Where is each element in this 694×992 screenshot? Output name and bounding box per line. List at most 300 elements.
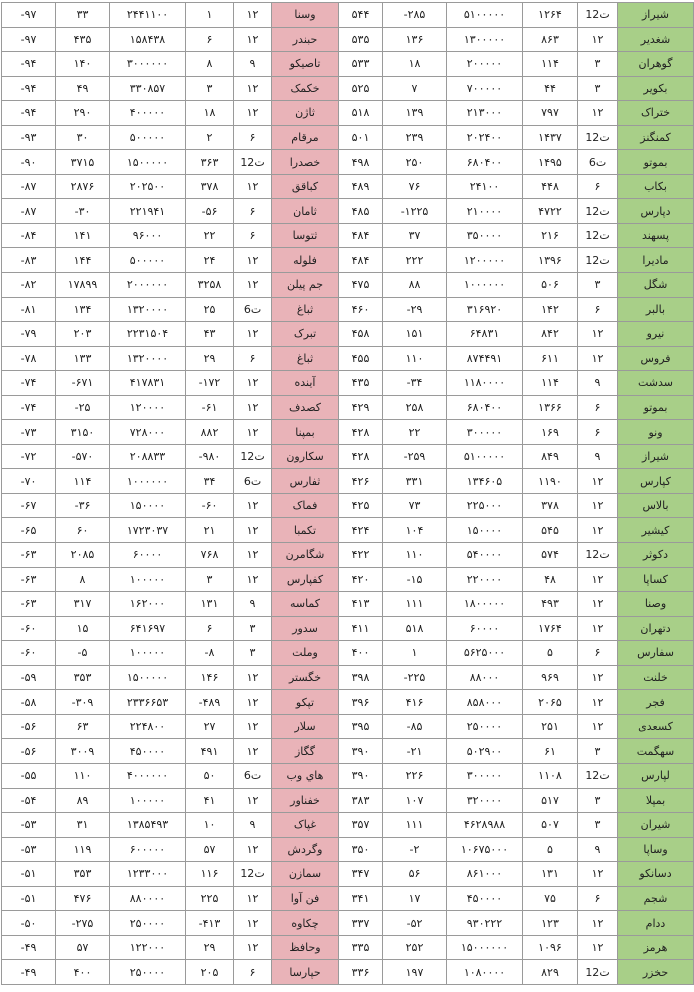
volume-cell: ۱۵۰۰۰۰۰ [110, 665, 186, 690]
table-row [2, 469, 694, 494]
table-row [2, 371, 694, 396]
change-cell: ۲۰۵ [186, 960, 234, 985]
period-code-cell: ۱۲ [578, 911, 618, 936]
symbol-cell: لپارس [618, 763, 694, 788]
period-cell: ۶ [234, 125, 272, 150]
volume-cell: ۴۰۰۰۰۰ [110, 101, 186, 126]
symbol-cell: ددام [618, 911, 694, 936]
diff-cell: ۳۷ [383, 223, 447, 248]
amount-cell: ۹۳۰۲۲۲ [447, 911, 523, 936]
price-cell: ۱۱۹۰ [523, 469, 578, 494]
period-code-cell: 12ت [578, 199, 618, 224]
table-row [2, 763, 694, 788]
delta-cell: -۵۸ [2, 690, 56, 715]
code-cell: ۴۸۹ [339, 174, 383, 199]
period-code-cell: ۹ [578, 371, 618, 396]
delta-cell: -۸۷ [2, 199, 56, 224]
value-cell: -۶۷۱ [56, 371, 110, 396]
amount-cell: ۲۰۲۴۰۰ [447, 125, 523, 150]
value-cell: -۳۰ [56, 199, 110, 224]
code-cell: ۳۹۸ [339, 665, 383, 690]
period-code-cell: ۳ [578, 273, 618, 298]
period-code-cell: ۱۲ [578, 322, 618, 347]
diff-cell: ۷۳ [383, 493, 447, 518]
change-cell: ۱۳۱ [186, 592, 234, 617]
change-cell: ۲۹ [186, 935, 234, 960]
price-cell: ۴۷۲۲ [523, 199, 578, 224]
symbol-name-cell: گگاز [272, 739, 339, 764]
symbol-cell: گوهران [618, 52, 694, 77]
period-cell: 6ت [234, 297, 272, 322]
symbol-cell: بالاس [618, 493, 694, 518]
period-cell: ۳ [234, 641, 272, 666]
symbol-cell: بالبر [618, 297, 694, 322]
symbol-name-cell: تکمبا [272, 518, 339, 543]
symbol-name-cell: خفناور [272, 788, 339, 813]
symbol-cell: فجر [618, 690, 694, 715]
delta-cell: -۵۰ [2, 911, 56, 936]
period-cell: ۶ [234, 346, 272, 371]
period-cell: ۶ [234, 223, 272, 248]
symbol-name-cell: وگردش [272, 837, 339, 862]
volume-cell: ۴۵۰۰۰۰ [110, 739, 186, 764]
volume-cell: ۱۳۸۵۴۹۳ [110, 813, 186, 838]
symbol-name-cell: فلوله [272, 248, 339, 273]
symbol-cell: خلنت [618, 665, 694, 690]
value-cell: ۳۱۵۰ [56, 420, 110, 445]
amount-cell: ۲۵۰۰۰۰ [447, 714, 523, 739]
volume-cell: ۲۳۳۶۶۵۳ [110, 690, 186, 715]
code-cell: ۴۱۱ [339, 616, 383, 641]
volume-cell: ۶۰۰۰۰۰ [110, 837, 186, 862]
delta-cell: -۶۳ [2, 592, 56, 617]
period-code-cell: 12ت [578, 248, 618, 273]
diff-cell: ۱۳۶ [383, 27, 447, 52]
value-cell: -۳۰۹ [56, 690, 110, 715]
symbol-cell: بکاب [618, 174, 694, 199]
symbol-cell: نیرو [618, 322, 694, 347]
amount-cell: ۳۱۶۹۲۰ [447, 297, 523, 322]
period-cell: ۱۲ [234, 27, 272, 52]
symbol-name-cell: آینده [272, 371, 339, 396]
period-cell: ۱۲ [234, 739, 272, 764]
period-cell: ۱۲ [234, 76, 272, 101]
diff-cell: ۱۵۱ [383, 322, 447, 347]
price-cell: ۵۷۴ [523, 543, 578, 568]
code-cell: ۳۳۶ [339, 960, 383, 985]
volume-cell: ۲۰۰۰۰۰۰ [110, 273, 186, 298]
volume-cell: ۱۵۰۰۰۰۰ [110, 150, 186, 175]
code-cell: ۴۲۶ [339, 469, 383, 494]
amount-cell: ۲۲۵۰۰۰ [447, 493, 523, 518]
change-cell: ۷۶۸ [186, 543, 234, 568]
change-cell: -۴۱۳ [186, 911, 234, 936]
table-row [2, 273, 694, 298]
symbol-name-cell: کماسه [272, 592, 339, 617]
amount-cell: ۳۲۰۰۰۰ [447, 788, 523, 813]
change-cell: ۳۲۵۸ [186, 273, 234, 298]
code-cell: ۵۱۸ [339, 101, 383, 126]
delta-cell: -۹۳ [2, 125, 56, 150]
price-cell: ۵ [523, 641, 578, 666]
period-code-cell: ۶ [578, 297, 618, 322]
code-cell: ۴۱۳ [339, 592, 383, 617]
table-row [2, 248, 694, 273]
period-cell: ۱۲ [234, 3, 272, 28]
amount-cell: ۴۵۰۰۰۰ [447, 886, 523, 911]
diff-cell: ۱۳۹ [383, 101, 447, 126]
amount-cell: ۵۶۲۵۰۰۰ [447, 641, 523, 666]
symbol-cell: بموتو [618, 395, 694, 420]
price-cell: ۱۶۹ [523, 420, 578, 445]
period-code-cell: ۱۲ [578, 616, 618, 641]
symbol-name-cell: ثفارس [272, 469, 339, 494]
volume-cell: ۱۰۰۰۰۰ [110, 788, 186, 813]
amount-cell: ۱۳۰۰۰۰۰ [447, 27, 523, 52]
period-cell: 6ت [234, 469, 272, 494]
volume-cell: ۲۴۴۱۱۰۰ [110, 3, 186, 28]
code-cell: ۴۸۴ [339, 248, 383, 273]
volume-cell: ۲۲۴۸۰۰ [110, 714, 186, 739]
period-code-cell: ۶ [578, 395, 618, 420]
period-cell: ۱۲ [234, 935, 272, 960]
volume-cell: ۴۰۰۰۰۰۰ [110, 763, 186, 788]
diff-cell: ۲۵۲ [383, 935, 447, 960]
delta-cell: -۵۳ [2, 813, 56, 838]
value-cell: ۳۷۱۵ [56, 150, 110, 175]
diff-cell: ۲۲ [383, 420, 447, 445]
delta-cell: -۹۴ [2, 76, 56, 101]
table-row [2, 690, 694, 715]
table-row [2, 665, 694, 690]
value-cell: ۴۰۰ [56, 960, 110, 985]
symbol-cell: شیراز [618, 3, 694, 28]
volume-cell: ۱۵۸۴۳۸ [110, 27, 186, 52]
period-cell: ۱۲ [234, 420, 272, 445]
table-row [2, 395, 694, 420]
volume-cell: ۶۰۰۰۰ [110, 543, 186, 568]
diff-cell: -۵۲ [383, 911, 447, 936]
delta-cell: -۸۴ [2, 223, 56, 248]
volume-cell: ۱۳۲۰۰۰۰ [110, 346, 186, 371]
code-cell: ۴۵۸ [339, 322, 383, 347]
period-code-cell: ۱۲ [578, 493, 618, 518]
period-code-cell: ۱۲ [578, 690, 618, 715]
diff-cell: ۷ [383, 76, 447, 101]
symbol-cell: حخزر [618, 960, 694, 985]
symbol-name-cell: شگامرن [272, 543, 339, 568]
amount-cell: ۱۵۰۰۰۰ [447, 518, 523, 543]
value-cell: ۱۴۴ [56, 248, 110, 273]
period-cell: ۱۲ [234, 395, 272, 420]
table-row [2, 862, 694, 887]
diff-cell: ۱۸ [383, 52, 447, 77]
symbol-name-cell: غپاک [272, 813, 339, 838]
symbol-name-cell: کباقق [272, 174, 339, 199]
symbol-cell: بکویر [618, 76, 694, 101]
table-row [2, 27, 694, 52]
value-cell: ۲۸۷۶ [56, 174, 110, 199]
value-cell: -۳۶ [56, 493, 110, 518]
change-cell: -۱۷۲ [186, 371, 234, 396]
table-row [2, 739, 694, 764]
symbol-cell: بموتو [618, 150, 694, 175]
period-code-cell: 12ت [578, 223, 618, 248]
value-cell: ۱۴۰ [56, 52, 110, 77]
value-cell: ۱۷۸۹۹ [56, 273, 110, 298]
volume-cell: ۱۳۲۰۰۰۰ [110, 297, 186, 322]
amount-cell: ۲۲۰۰۰۰ [447, 567, 523, 592]
period-code-cell: ۳ [578, 813, 618, 838]
symbol-name-cell: کصدف [272, 395, 339, 420]
period-code-cell: ۱۲ [578, 862, 618, 887]
change-cell: ۸۸۲ [186, 420, 234, 445]
period-cell: ۱۲ [234, 493, 272, 518]
amount-cell: ۶۴۸۳۱ [447, 322, 523, 347]
period-cell: ۱۲ [234, 543, 272, 568]
delta-cell: -۴۹ [2, 935, 56, 960]
code-cell: ۴۷۵ [339, 273, 383, 298]
value-cell: ۳۱ [56, 813, 110, 838]
volume-cell: ۲۰۲۵۰۰ [110, 174, 186, 199]
amount-cell: ۵۰۲۹۰۰ [447, 739, 523, 764]
symbol-name-cell: ثباغ [272, 297, 339, 322]
period-cell: ۱۲ [234, 248, 272, 273]
change-cell: ۱۸ [186, 101, 234, 126]
price-cell: ۴۴ [523, 76, 578, 101]
price-cell: ۲۵۱ [523, 714, 578, 739]
value-cell: ۲۰۳ [56, 322, 110, 347]
amount-cell: ۱۲۰۰۰۰۰ [447, 248, 523, 273]
amount-cell: ۸۷۴۴۹۱ [447, 346, 523, 371]
period-code-cell: ۱۲ [578, 592, 618, 617]
value-cell: ۸۹ [56, 788, 110, 813]
table-row [2, 935, 694, 960]
volume-cell: ۱۰۰۰۰۰۰ [110, 469, 186, 494]
symbol-name-cell: وملت [272, 641, 339, 666]
price-cell: ۱۳۹۶ [523, 248, 578, 273]
code-cell: ۴۲۸ [339, 444, 383, 469]
amount-cell: ۲۰۰۰۰۰ [447, 52, 523, 77]
period-cell: ۶ [234, 960, 272, 985]
diff-cell: ۱۰۴ [383, 518, 447, 543]
period-cell: ۶ [234, 199, 272, 224]
period-code-cell: ۶ [578, 174, 618, 199]
symbol-cell: سدشت [618, 371, 694, 396]
change-cell: ۸ [186, 52, 234, 77]
period-code-cell: 12ت [578, 960, 618, 985]
volume-cell: ۹۶۰۰۰ [110, 223, 186, 248]
volume-cell: ۸۸۰۰۰۰ [110, 886, 186, 911]
delta-cell: -۸۲ [2, 273, 56, 298]
period-cell: 12ت [234, 862, 272, 887]
code-cell: ۴۹۸ [339, 150, 383, 175]
period-code-cell: ۱۲ [578, 518, 618, 543]
period-code-cell: ۳ [578, 52, 618, 77]
symbol-name-cell: وحافظ [272, 935, 339, 960]
volume-cell: ۲۵۰۰۰۰ [110, 911, 186, 936]
diff-cell: ۲۲۲ [383, 248, 447, 273]
table-row [2, 960, 694, 985]
volume-cell: ۴۱۷۸۳۱ [110, 371, 186, 396]
code-cell: ۴۲۵ [339, 493, 383, 518]
symbol-name-cell: هاي وب [272, 763, 339, 788]
change-cell: ۳۷۸ [186, 174, 234, 199]
code-cell: ۴۸۵ [339, 199, 383, 224]
data-table [1, 2, 694, 985]
change-cell: ۶ [186, 27, 234, 52]
value-cell: ۱۱۹ [56, 837, 110, 862]
volume-cell: ۷۲۸۰۰۰ [110, 420, 186, 445]
table-row [2, 420, 694, 445]
amount-cell: ۳۵۰۰۰۰ [447, 223, 523, 248]
amount-cell: ۵۴۰۰۰۰ [447, 543, 523, 568]
value-cell: ۶۰ [56, 518, 110, 543]
change-cell: ۴۱ [186, 788, 234, 813]
price-cell: ۵۴۵ [523, 518, 578, 543]
code-cell: ۴۲۹ [339, 395, 383, 420]
price-cell: ۱۴۲ [523, 297, 578, 322]
price-cell: ۱۱۴ [523, 52, 578, 77]
price-cell: ۷۵ [523, 886, 578, 911]
code-cell: ۳۹۶ [339, 690, 383, 715]
period-code-cell: ۱۲ [578, 567, 618, 592]
price-cell: ۹۶۹ [523, 665, 578, 690]
table-row [2, 788, 694, 813]
code-cell: ۳۵۷ [339, 813, 383, 838]
delta-cell: -۶۳ [2, 567, 56, 592]
volume-cell: ۲۲۱۹۴۱ [110, 199, 186, 224]
diff-cell: ۲۵۸ [383, 395, 447, 420]
volume-cell: ۳۳۰۸۵۷ [110, 76, 186, 101]
volume-cell: ۶۴۱۶۹۷ [110, 616, 186, 641]
delta-cell: -۶۰ [2, 641, 56, 666]
diff-cell: -۱۲۲۵ [383, 199, 447, 224]
value-cell: -۲۵ [56, 395, 110, 420]
period-code-cell: ۳ [578, 788, 618, 813]
change-cell: ۲۲۵ [186, 886, 234, 911]
period-code-cell: ۱۲ [578, 935, 618, 960]
symbol-name-cell: خصدرا [272, 150, 339, 175]
delta-cell: -۷۳ [2, 420, 56, 445]
code-cell: ۳۹۵ [339, 714, 383, 739]
symbol-name-cell: سلار [272, 714, 339, 739]
change-cell: ۲۲ [186, 223, 234, 248]
symbol-cell: فروس [618, 346, 694, 371]
period-code-cell: ۱۲ [578, 27, 618, 52]
period-code-cell: 12ت [578, 125, 618, 150]
delta-cell: -۹۷ [2, 27, 56, 52]
amount-cell: ۱۸۰۰۰۰۰ [447, 592, 523, 617]
amount-cell: ۱۰۶۷۵۰۰۰ [447, 837, 523, 862]
period-code-cell: ۳ [578, 739, 618, 764]
delta-cell: -۹۴ [2, 52, 56, 77]
change-cell: -۶۰ [186, 493, 234, 518]
delta-cell: -۸۱ [2, 297, 56, 322]
code-cell: ۴۲۰ [339, 567, 383, 592]
volume-cell: ۱۶۲۰۰۰ [110, 592, 186, 617]
volume-cell: ۲۰۸۸۳۳ [110, 444, 186, 469]
symbol-cell: کیشیر [618, 518, 694, 543]
value-cell: ۱۱۴ [56, 469, 110, 494]
code-cell: ۴۳۵ [339, 371, 383, 396]
change-cell: ۲۹ [186, 346, 234, 371]
period-code-cell: ۱۲ [578, 469, 618, 494]
diff-cell: ۱۱۱ [383, 592, 447, 617]
code-cell: ۳۳۵ [339, 935, 383, 960]
period-code-cell: ۶ [578, 886, 618, 911]
volume-cell: ۱۰۰۰۰۰ [110, 641, 186, 666]
code-cell: ۳۵۰ [339, 837, 383, 862]
delta-cell: -۷۹ [2, 322, 56, 347]
price-cell: ۴۴۸ [523, 174, 578, 199]
diff-cell: ۸۸ [383, 273, 447, 298]
delta-cell: -۷۰ [2, 469, 56, 494]
diff-cell: ۱۷ [383, 886, 447, 911]
table-row [2, 837, 694, 862]
table-row [2, 493, 694, 518]
diff-cell: -۲۱ [383, 739, 447, 764]
period-code-cell: ۹ [578, 837, 618, 862]
change-cell: ۲ [186, 125, 234, 150]
price-cell: ۱۰۹۶ [523, 935, 578, 960]
period-cell: ۱۲ [234, 518, 272, 543]
table-row [2, 125, 694, 150]
price-cell: ۸۴۹ [523, 444, 578, 469]
amount-cell: ۵۱۰۰۰۰۰ [447, 444, 523, 469]
symbol-cell: دپارس [618, 199, 694, 224]
change-cell: ۲۴ [186, 248, 234, 273]
period-cell: 12ت [234, 444, 272, 469]
value-cell: ۴۳۵ [56, 27, 110, 52]
diff-cell: ۱۹۷ [383, 960, 447, 985]
volume-cell: ۱۲۲۰۰۰ [110, 935, 186, 960]
table-row [2, 3, 694, 28]
change-cell: ۱ [186, 3, 234, 28]
change-cell: ۳ [186, 76, 234, 101]
table-row [2, 567, 694, 592]
value-cell: ۳۳ [56, 3, 110, 28]
delta-cell: -۶۳ [2, 543, 56, 568]
diff-cell: ۱۰۷ [383, 788, 447, 813]
volume-cell: ۱۵۰۰۰۰ [110, 493, 186, 518]
value-cell: ۵۷ [56, 935, 110, 960]
table-row [2, 444, 694, 469]
diff-cell: -۲ [383, 837, 447, 862]
table-row [2, 346, 694, 371]
symbol-cell: شجم [618, 886, 694, 911]
diff-cell: ۱۱۰ [383, 346, 447, 371]
period-code-cell: ۹ [578, 444, 618, 469]
symbol-name-cell: تپکو [272, 690, 339, 715]
symbol-name-cell: تاصیکو [272, 52, 339, 77]
table-row [2, 813, 694, 838]
value-cell: ۴۹ [56, 76, 110, 101]
price-cell: ۸۲۹ [523, 960, 578, 985]
delta-cell: -۹۴ [2, 101, 56, 126]
symbol-name-cell: سدور [272, 616, 339, 641]
value-cell: ۳۵۳ [56, 665, 110, 690]
delta-cell: -۵۵ [2, 763, 56, 788]
delta-cell: -۵۱ [2, 886, 56, 911]
period-cell: ۹ [234, 592, 272, 617]
amount-cell: ۱۱۸۰۰۰۰ [447, 371, 523, 396]
table-row [2, 886, 694, 911]
period-cell: ۹ [234, 813, 272, 838]
period-cell: ۱۲ [234, 911, 272, 936]
code-cell: ۴۲۸ [339, 420, 383, 445]
amount-cell: ۳۰۰۰۰۰ [447, 763, 523, 788]
